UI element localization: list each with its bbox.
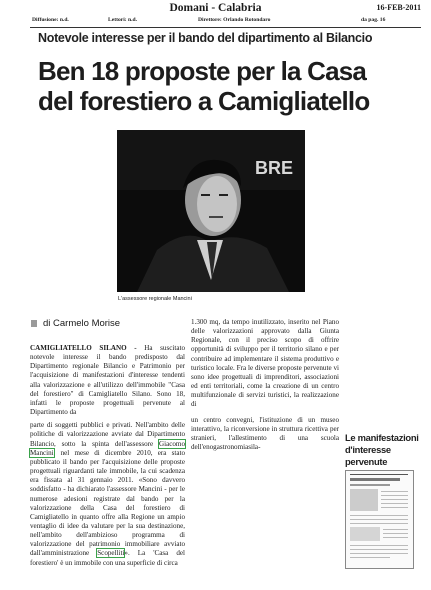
thumb-text-line xyxy=(350,553,408,554)
direttore-label: Direttore: Orlando Rotondaro xyxy=(198,17,271,23)
publication-title: Domani - Calabria xyxy=(169,2,262,14)
column-2-paragraph-2: un centro convegni, l'istituzione di un museo interattivo, la riconversione in struttura ricettiva per stranieri, l'allestimento di una scuola dell'enogastronomiasila- xyxy=(191,415,339,452)
sidebar-heading-line-2: d'interesse pervenute xyxy=(345,444,391,467)
photo-caption: L'assessore regionale Mancini xyxy=(118,296,192,302)
paragraph-1 xyxy=(30,344,185,417)
paragraph-1-text: Ha suscitato notevole interesse il bando predisposto dal Dipartimento regionale Bilancio e Patrimonio per l'acquisizione di manifestazioni d'interesse tendenti alla valorizzazione e all'utilizzo dell'immobile "Casa del forestiero" di Camigliatello Silano. Sono 18, infatti le proposte progettuali pervenute al Dipartimento da xyxy=(30,344,185,417)
thumb-rule xyxy=(350,474,408,475)
paragraph-2-text-c: ». La 'Casa del forestiero' è un immobile con una superficie di circa xyxy=(30,549,186,567)
headline-line-2: del forestiero a Camigliatello xyxy=(38,86,370,116)
sidebar-heading xyxy=(345,432,429,468)
thumb-text-line xyxy=(350,515,408,516)
issue-date: 16-FEB-2011 xyxy=(376,3,421,12)
article-column-1 xyxy=(30,344,185,568)
thumb-text-line xyxy=(350,519,408,520)
portrait-image xyxy=(117,130,305,292)
highlighted-name-mancini: Giacomo Mancini xyxy=(30,439,185,457)
byline-marker xyxy=(31,320,37,327)
thumb-headline xyxy=(350,478,400,481)
thumb-text-line xyxy=(381,503,408,504)
page-reference: da pag. 16 xyxy=(361,17,386,23)
byline: di Carmelo Morise xyxy=(43,318,121,329)
thumb-text-line xyxy=(381,499,408,500)
thumb-text-line xyxy=(350,523,408,524)
background-sign: BRE xyxy=(255,158,294,178)
lettori-label: Lettori: n.d. xyxy=(108,17,138,23)
thumb-text-line xyxy=(383,537,408,538)
thumb-text-line xyxy=(350,549,408,550)
headline-line-1: Ben 18 proposte per la Casa xyxy=(38,56,367,86)
sidebar-heading-line-1: Le manifestazioni xyxy=(345,432,419,443)
article-kicker: Notevole interesse per il bando del dipartimento al Bilancio xyxy=(38,31,373,45)
article-column-2 xyxy=(191,318,339,452)
thumb-text-line xyxy=(383,529,408,530)
thumb-text-line xyxy=(350,545,408,546)
thumb-text-line xyxy=(350,557,390,558)
thumb-text-line xyxy=(381,495,408,496)
thumb-text-line xyxy=(381,491,408,492)
page-thumbnail xyxy=(345,470,414,569)
thumb-text-line xyxy=(381,507,408,508)
paragraph-2-text-b: , nel mese di dicembre 2010, era stato pubblicato il bando per l'acquisizione delle proposte progettuali riguardanti tale immobile, la cui scadenza era fissata al 31 gennaio 2011. «Sono davvero soddisfatto - ha dichiarato l'assessore Mancini - per le numerose adesioni registrate dal bando per la valorizzazione della Casa del forestiero di Camigliatello in quanto offre alla Regione un ampio ventaglio di idee da valutare per la sua destinazione, nell'ambito dell'ambizioso programma di valorizzazione del patrimonio immobiliare avviato dall'amministrazione xyxy=(30,448,185,558)
assessore-photo xyxy=(117,130,305,292)
diffusione-label: Diffusione: n.d. xyxy=(32,17,69,23)
dateline: CAMIGLIATELLO SILANO - xyxy=(30,344,137,352)
paragraph-2 xyxy=(30,421,185,568)
header-rule xyxy=(30,27,421,28)
thumb-subhead xyxy=(350,484,390,486)
column-2-paragraph-1: 1.300 mq, da tempo inutilizzato, inserito nel Piano delle valorizzazioni approvato dalla Giunta Regionale, con il preciso scopo di offrire opportunità di sviluppo per il territorio silano e per contribuire ad implementare il sistema produttivo e turistico locale. Fra le diverse proposte pervenute vi sono idee progettuali di imprenditori, associazioni ed enti territoriali, come la creazione di un centro multifunzionale di servizi turistici, la realizzazione di xyxy=(191,318,339,409)
article-headline xyxy=(38,56,423,116)
thumb-box xyxy=(350,527,380,541)
highlighted-name-scopelliti: Scopelliti xyxy=(97,549,125,558)
thumb-photo xyxy=(350,489,378,511)
thumb-text-line xyxy=(383,533,408,534)
paragraph-2-text-a: parte di soggetti pubblici e privati. Nell'ambito delle politiche di valorizzazione avviate dal Dipartimento Bilancio, sotto la spinta dell'assessore xyxy=(30,421,185,448)
